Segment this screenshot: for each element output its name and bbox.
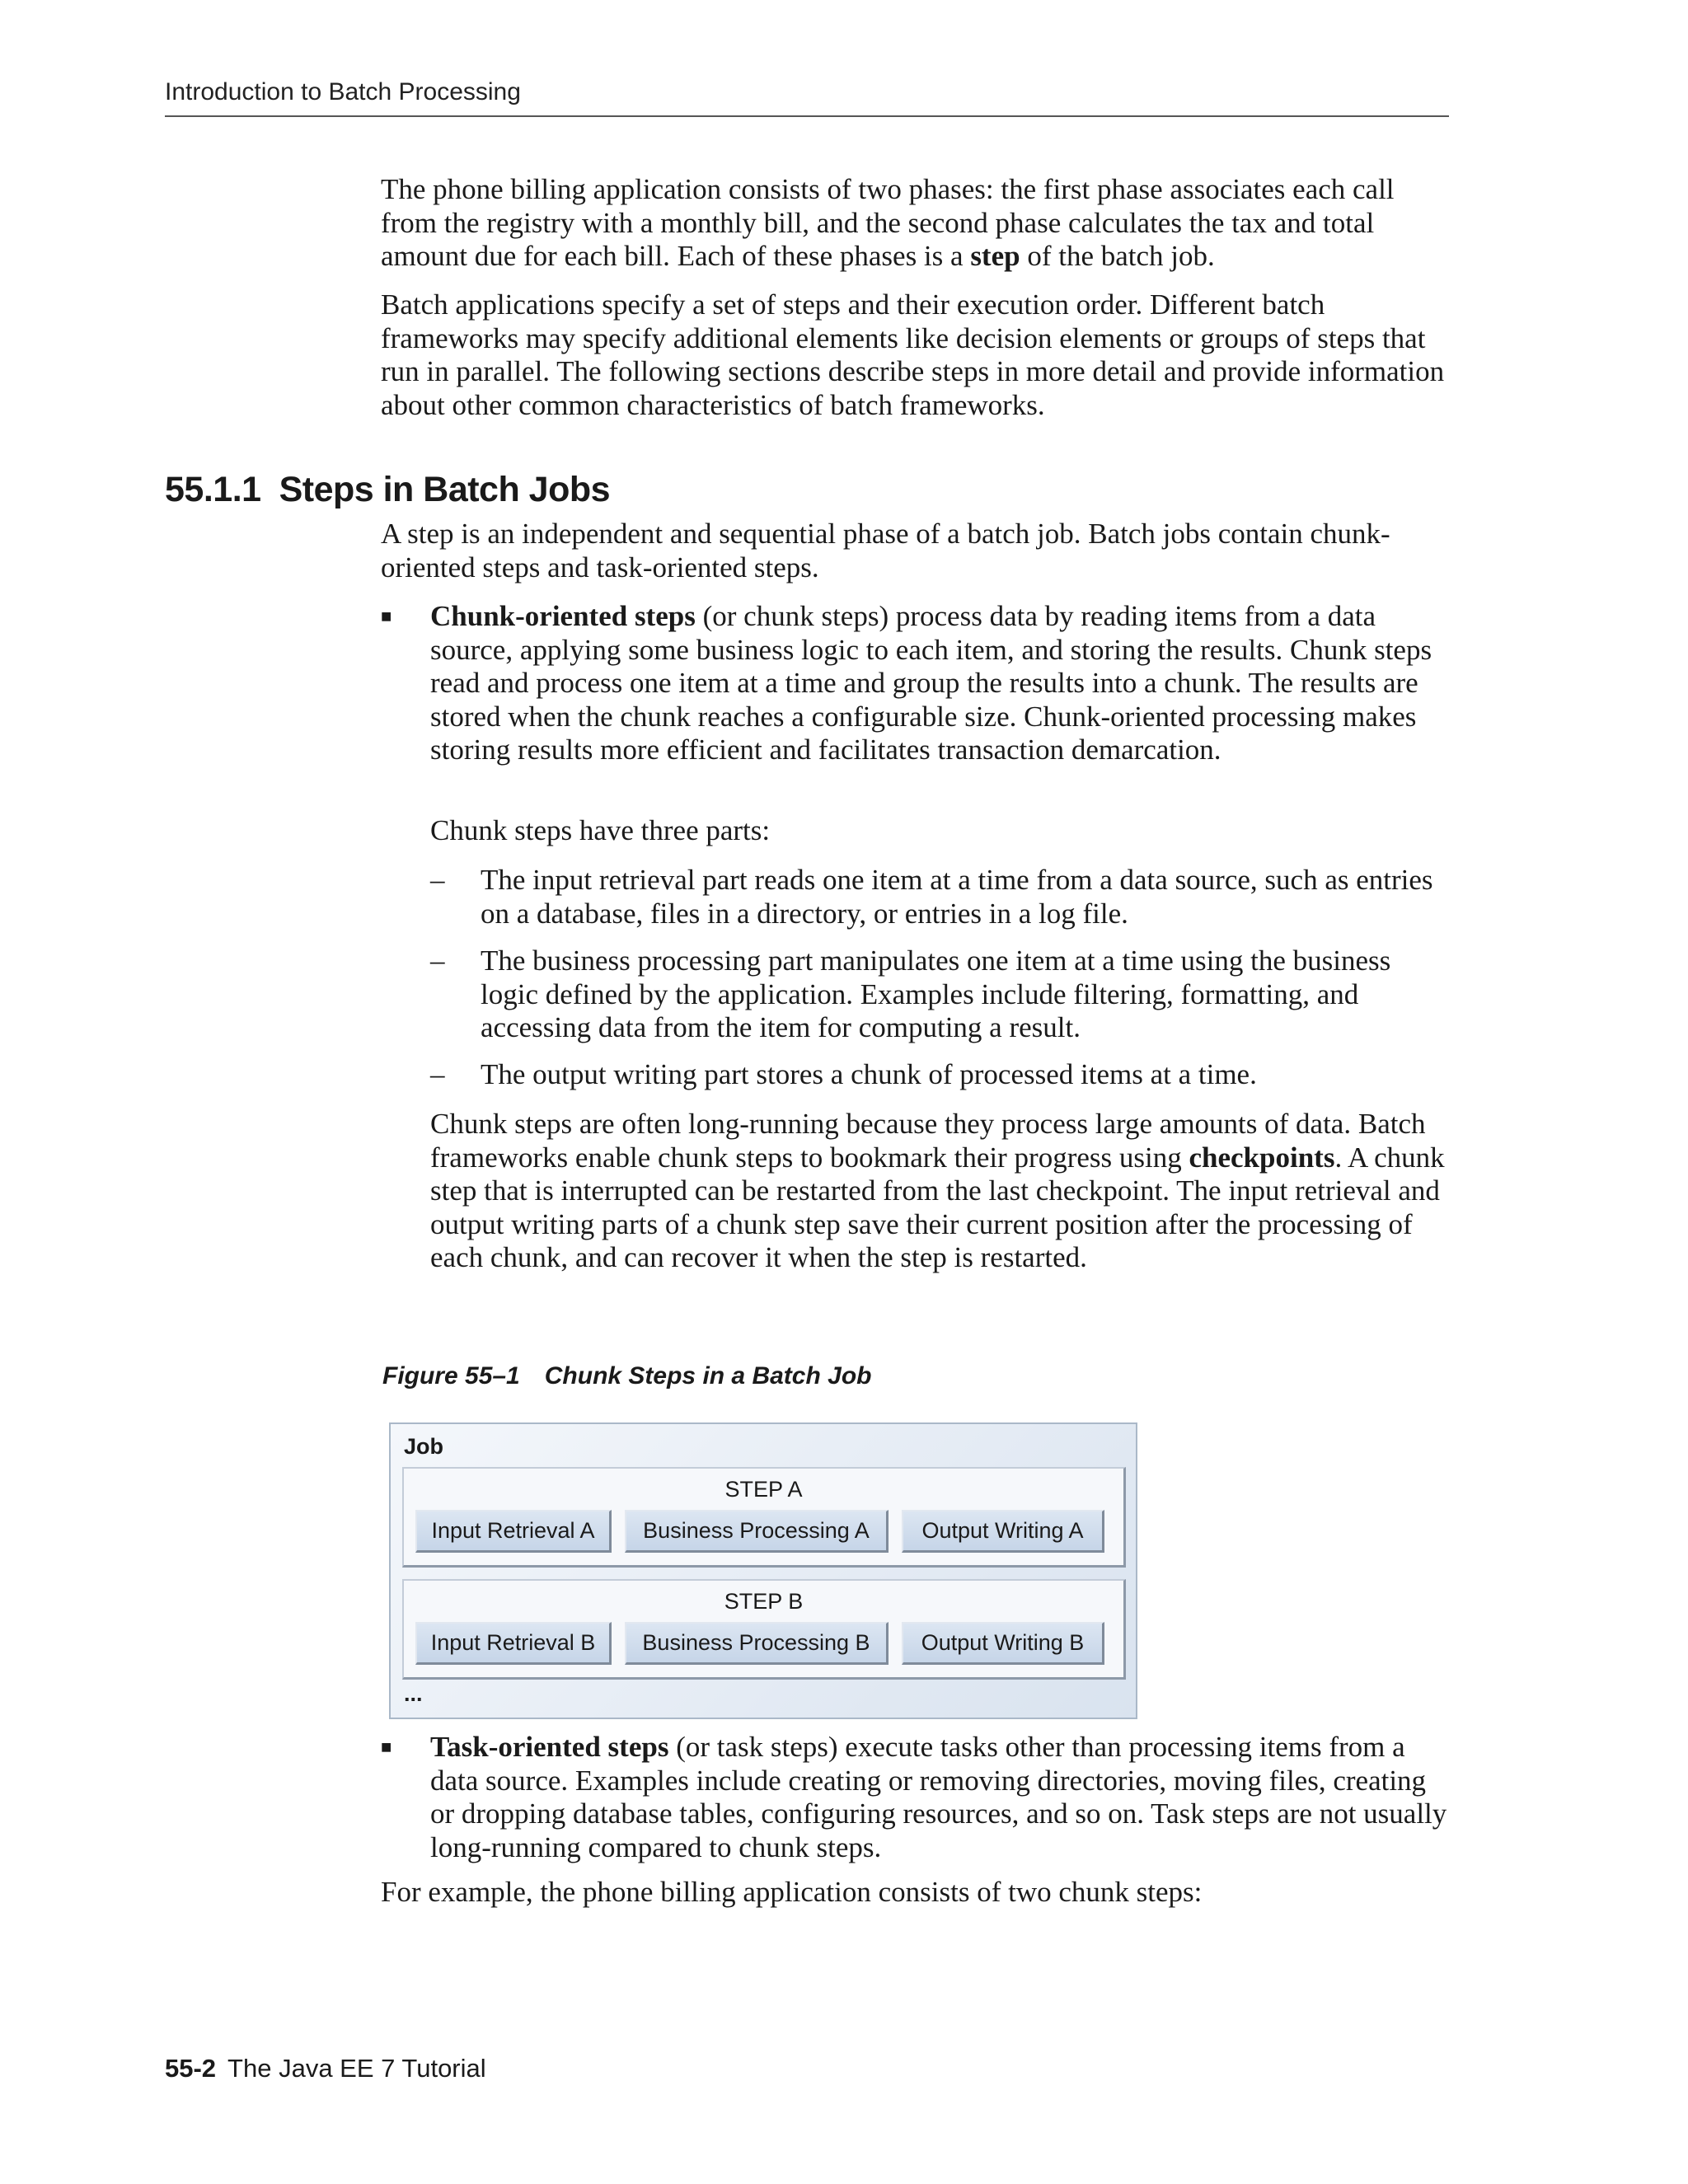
book-title: The Java EE 7 Tutorial (227, 2054, 486, 2083)
task-description: (or task steps) execute tasks other than processing items from a data source. Examples include creating or removing directories, moving files, creating or dropping database tables, configuring resources, and so on. Task steps are not usually long-running compared to chunk steps. (430, 1731, 1447, 1863)
page-number: 55-2 (165, 2054, 217, 2083)
dash-marker: – (430, 864, 445, 896)
task-paragraph (430, 1731, 1452, 1864)
running-header (165, 76, 1449, 117)
job-ellipsis: ... (404, 1681, 423, 1706)
dash-text-processing: The business processing part manipulates one item at a time using the business logic defined by the application. Examples include filtering, formatting, and accessing data from the item for computing a result. (481, 944, 1391, 1043)
term-checkpoints: checkpoints (1189, 1141, 1335, 1174)
job-diagram (389, 1422, 1137, 1719)
bullet-marker: ■ (381, 1736, 392, 1757)
section-title: Steps in Batch Jobs (279, 470, 611, 509)
page-footer (165, 2052, 486, 2085)
chunk-paragraph (430, 600, 1452, 767)
output-writing-b-box: Output Writing B (902, 1622, 1104, 1665)
running-header-title: Introduction to Batch Processing (165, 78, 521, 105)
intro-paragraph-2: Batch applications specify a set of steps and their execution order. Different batch frameworks may specify additional elements like decision elements or groups of steps that run in parallel. The following sections describe steps in more detail and provide information about other common characteristics of batch frameworks. (381, 288, 1445, 421)
job-label: Job (404, 1434, 444, 1459)
dash-text-input: The input retrieval part reads one item at a time from a data source, such as entries on a database, files in a directory, or entries in a log file. (481, 864, 1433, 930)
step-a-box (402, 1467, 1126, 1568)
business-processing-a-box: Business Processing A (625, 1510, 889, 1553)
step-a-title: STEP A (724, 1477, 803, 1502)
term-step: step (970, 240, 1020, 272)
chunk-parts-intro: Chunk steps have three parts: (430, 814, 771, 846)
business-processing-b-box: Business Processing B (625, 1622, 889, 1665)
figure-caption (382, 1360, 871, 1393)
input-retrieval-a-box: Input Retrieval A (415, 1510, 612, 1553)
step-b-title: STEP B (724, 1589, 804, 1614)
output-writing-a-box: Output Writing A (902, 1510, 1104, 1553)
dash-marker: – (430, 944, 445, 977)
section-intro: A step is an independent and sequential phase of a batch job. Batch jobs contain chunk-oriented steps and task-oriented steps. (381, 518, 1390, 583)
checkpoint-paragraph (430, 1108, 1452, 1275)
figure-number: Figure 55–1 (382, 1362, 520, 1390)
chunk-description: (or chunk steps) process data by reading items from a data source, applying some business logic to each item, and storing the results. Chunk steps read and process one item at a time and group the results into a chunk. The results are stored when the chunk reaches a configurable size. Chunk-oriented processing makes storing results more efficient and facilitates transaction demarcation. (430, 600, 1432, 766)
step-b-box (402, 1579, 1126, 1680)
input-retrieval-b-box: Input Retrieval B (415, 1622, 612, 1665)
figure-caption-text: Chunk Steps in a Batch Job (544, 1362, 872, 1390)
intro-p1-end: of the batch job. (1020, 240, 1215, 272)
checkpoint-text-start: Chunk steps are often long-running because they process large amounts of data. Batch frameworks enable chunk steps to bookmark their progress using (430, 1108, 1426, 1174)
dash-text-output: The output writing part stores a chunk of processed items at a time. (481, 1058, 1257, 1090)
checkpoint-text-end: . A chunk step that is interrupted can be restarted from the last checkpoint. The input retrieval and output writing parts of a chunk step save their current position after the processing of each chunk, and can recover it when the step is restarted. (430, 1141, 1445, 1273)
term-task-oriented: Task-oriented steps (430, 1731, 669, 1763)
intro-paragraph-1 (381, 173, 1452, 274)
closing-paragraph: For example, the phone billing application consists of two chunk steps: (381, 1876, 1203, 1908)
section-heading (165, 466, 610, 513)
dash-marker: – (430, 1058, 445, 1090)
term-chunk-oriented: Chunk-oriented steps (430, 600, 696, 632)
section-number: 55.1.1 (165, 470, 261, 509)
intro-p1-text: The phone billing application consists of two phases: the first phase associates each call from the registry with a monthly bill, and the second phase calculates the tax and total amount due for each bill. Each of these phases is a (381, 173, 1395, 272)
bullet-marker: ■ (381, 606, 392, 626)
